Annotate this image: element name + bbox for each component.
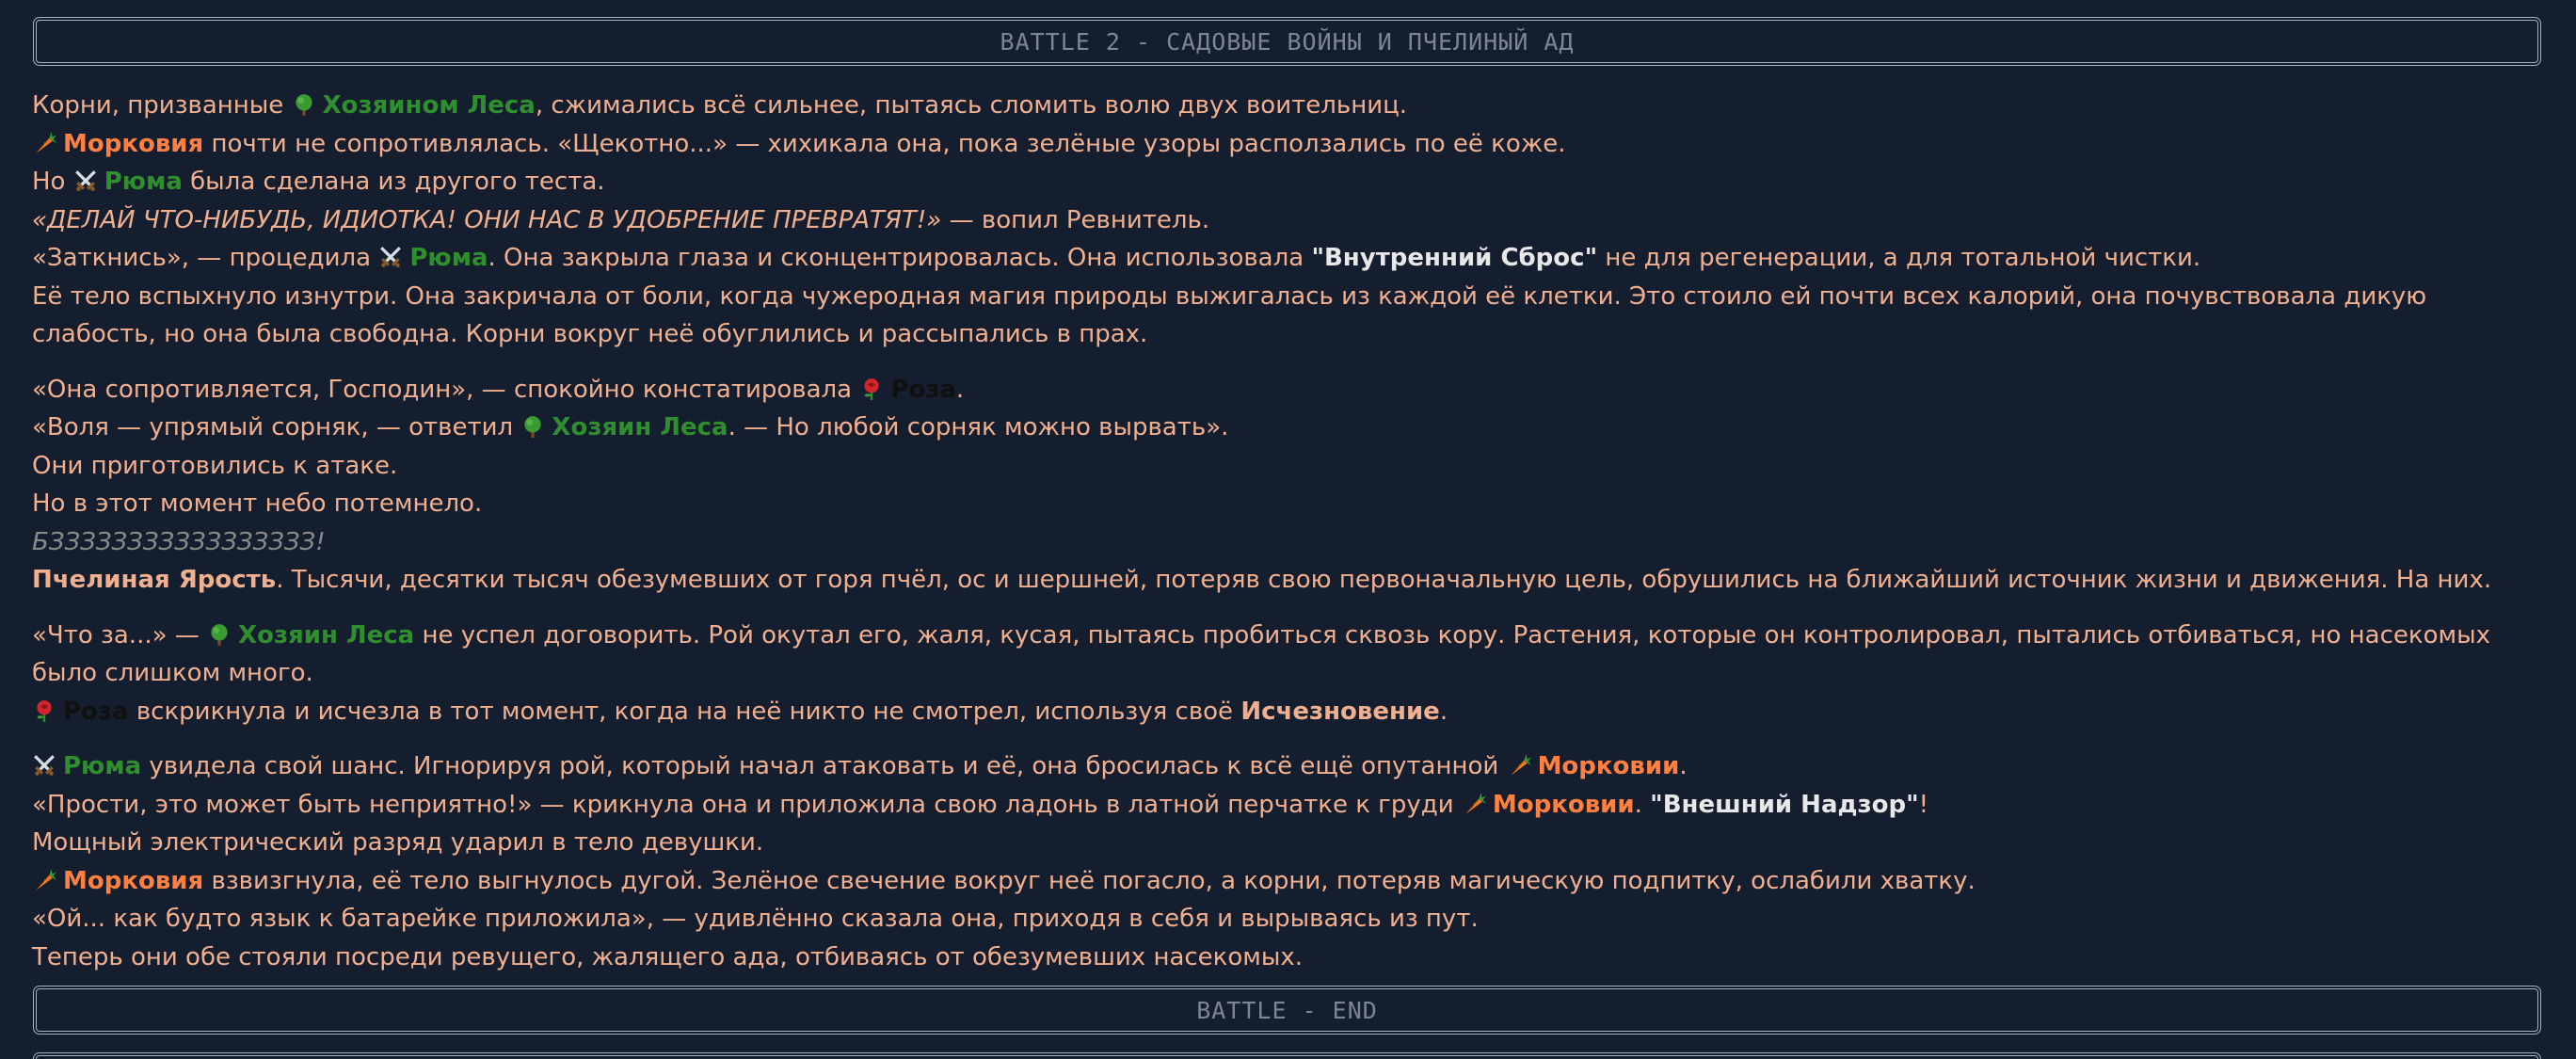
- story-line: Рюма увидела свой шанс. Игнорируя рой, который начал атаковать и её, она бросилась к всё ещё опутанной Морковии.: [32, 747, 2550, 786]
- character-ryuma: Рюма: [63, 752, 142, 780]
- story-line: «Воля — упрямый сорняк, — ответил Хозяин Леса. — Но любой сорняк можно вырвать».: [32, 413, 1229, 441]
- battle-start-title: BATTLE 2 - САДОВЫЕ ВОЙНЫ И ПЧЕЛИНЫЙ АД: [1000, 27, 1575, 56]
- crossed-swords-icon: [378, 245, 403, 269]
- rose-icon: [859, 377, 884, 401]
- story-line: Роза вскрикнула и исчезла в тот момент, когда на неё никто не смотрел, используя своё Исчезновение.: [32, 693, 2550, 731]
- character-carrot: Морковия: [63, 866, 204, 895]
- tree-icon: [292, 92, 316, 117]
- character-forest-master: Хозяин Леса: [238, 620, 415, 650]
- skill-name: Исчезновение: [1240, 697, 1440, 726]
- carrot-icon: [1462, 792, 1486, 816]
- character-forest-master: Хозяин Леса: [552, 413, 728, 441]
- character-forest-master: Хозяином Леса: [322, 91, 536, 120]
- skill-name: Пчелиная Ярость: [32, 566, 277, 594]
- story-line: «Она сопротивляется, Господин», — спокойно констатировала Роза.: [32, 375, 965, 404]
- carrot-icon: [1507, 753, 1531, 778]
- story-line: Мощный электрический разряд ударил в тело девушки.: [32, 828, 764, 857]
- character-carrot: Морковии: [1537, 752, 1680, 780]
- story-line: Морковия почти не сопротивлялась. «Щекотно...» — хихикала она, пока зелёные узоры расползались по её коже.: [32, 125, 2550, 164]
- character-carrot: Морковия: [63, 129, 204, 158]
- tree-icon: [520, 414, 545, 439]
- story-line: Корни, призванные Хозяином Леса, сжимались всё сильнее, пытаясь сломить волю двух воительниц.: [32, 91, 1408, 120]
- character-ryuma: Рюма: [409, 244, 488, 272]
- skill-name: "Внешний Надзор": [1650, 790, 1919, 819]
- story-line: «ДЕЛАЙ ЧТО-НИБУДЬ, ИДИОТКА! ОНИ НАС В УДОБРЕНИЕ ПРЕВРАТЯТ!» — вопил Ревнитель.: [32, 205, 1210, 234]
- story-line: Пчелиная Ярость. Тысячи, десятки тысяч обезумевших от горя пчёл, ос и шершней, потеряв свою первоначальную цель, обрушились на ближайший источник жизни и движения. На них.: [32, 566, 2492, 594]
- character-ryuma: Рюма: [104, 168, 183, 196]
- battle-start-banner: [33, 17, 2541, 66]
- tree-icon: [207, 622, 232, 647]
- story-line: Морковия взвизгнула, её тело выгнулось дугой. Зелёное свечение вокруг неё погасло, а корни, потеряв магическую подпитку, ослабили хватку.: [32, 862, 2550, 901]
- next-block-border: [33, 1052, 2541, 1059]
- story-line: Но Рюма была сделана из другого теста.: [32, 168, 605, 196]
- story-line: Они приготовились к атаке.: [32, 451, 398, 480]
- story-text: [32, 87, 2550, 976]
- crossed-swords-icon: [73, 168, 98, 193]
- carrot-icon: [32, 131, 56, 155]
- battle-end-title: BATTLE - END: [1196, 996, 1378, 1024]
- story-line: Её тело вспыхнуло изнутри. Она закричала от боли, когда чужеродная магия природы выжигалась из каждой её клетки. Это стоило ей почти всех калорий, она почувствовала дикую слабость, но она была свободна. Корни вокруг неё обуглились и рассыпались в прах.: [32, 281, 2427, 348]
- character-rose: Роза: [890, 375, 956, 404]
- character-rose: Роза: [63, 697, 129, 726]
- skill-name: "Внутренний Сброс": [1311, 244, 1598, 272]
- story-line: «Заткнись», — процедила Рюма. Она закрыла глаза и сконцентрировалась. Она использовала "Внутренний Сброс" не для регенерации, а для тотальной чистки.: [32, 244, 2201, 272]
- story-line: Теперь они обе стояли посреди ревущего, жалящего ада, отбиваясь от обезумевших насекомых.: [32, 942, 1304, 971]
- story-line: Но в этот момент небо потемнело.: [32, 489, 483, 518]
- character-carrot: Морковии: [1492, 790, 1635, 819]
- carrot-icon: [32, 868, 56, 892]
- story-line-buzz: БЗЗЗЗЗЗЗЗЗЗЗЗЗЗЗЗЗ!: [32, 527, 326, 556]
- battle-end-banner: [33, 986, 2541, 1035]
- rose-icon: [32, 698, 56, 723]
- story-line: «Ой... как будто язык к батарейке приложила», — удивлённо сказала она, приходя в себя и вырываясь из пут.: [32, 905, 1479, 933]
- story-line: «Прости, это может быть неприятно!» — крикнула она и приложила свою ладонь в латной перчатке к груди Морковии. "Внешний Надзор"!: [32, 790, 1929, 819]
- story-line: «Что за...» — Хозяин Леса не успел договорить. Рой окутал его, жаля, кусая, пытаясь пробиться сквозь кору. Растения, которые он контролировал, пытались отбиваться, но насекомых было слишком много.: [32, 620, 2491, 687]
- crossed-swords-icon: [32, 753, 56, 778]
